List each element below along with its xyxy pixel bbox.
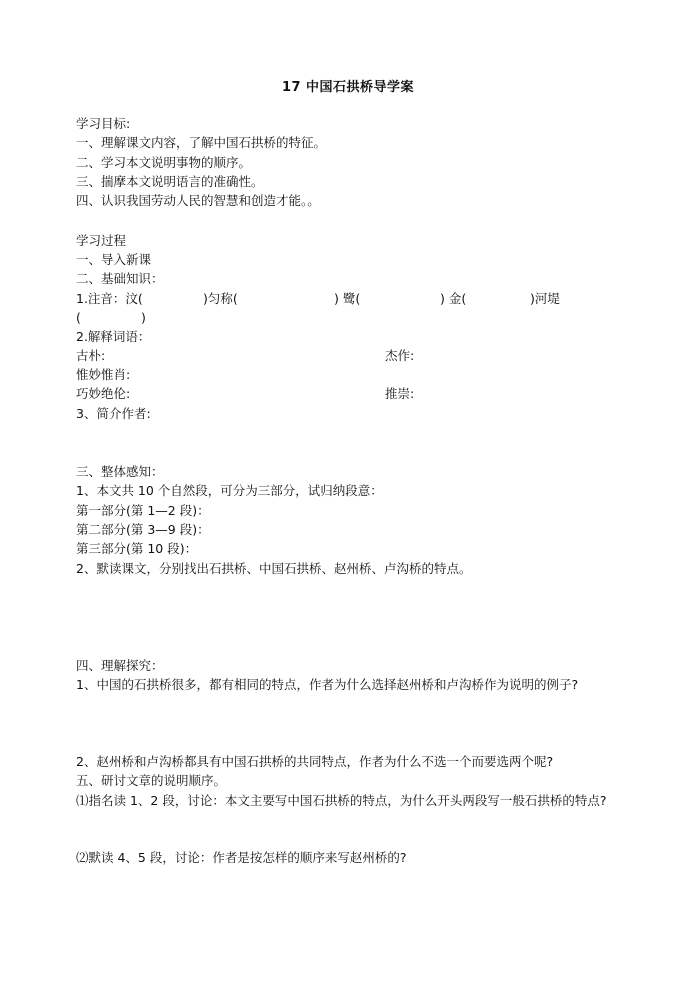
phonetic-part-4: ) 金( (440, 291, 467, 306)
phonetic-part-3: ) 鹭( (334, 291, 361, 306)
vocab-qiaomiaojuelun: 巧妙绝伦: (76, 386, 131, 401)
goal-item-4: 四、认识我国劳动人民的智慧和创造才能。。 (76, 193, 320, 208)
phonetic-part-5: )河堤 (530, 291, 560, 306)
phonetic-line2-close: ) (141, 310, 146, 325)
goal-item-3: 三、揣摩本文说明语言的准确性。 (76, 174, 264, 189)
author-intro: 3、简介作者: (76, 406, 151, 421)
overall-q1: 1、本文共 10 个自然段，可分为三部分，试归纳段意： (76, 483, 383, 498)
explore-q2: 2、赵州桥和卢沟桥都具有中国石拱桥的共同特点，作者为什么不选一个而要选两个呢? (76, 754, 554, 769)
overall-part-3: 第三部分(第 10 段)： (76, 541, 198, 556)
vocab-gupu: 古朴: (76, 348, 106, 363)
vocab-jiezuo: 杰作: (385, 348, 415, 363)
process-heading: 学习过程 (76, 233, 127, 248)
document-title: 17 中国石拱桥导学案 (281, 80, 415, 95)
goal-item-1: 一、理解课文内容，了解中国石拱桥的特征。 (76, 135, 327, 150)
phonetic-part-2: )匀称( (203, 291, 238, 306)
overall-q2: 2、默读课文，分别找出石拱桥、中国石拱桥、赵州桥、卢沟桥的特点。 (76, 561, 472, 576)
overall-part-2: 第二部分(第 3—9 段)： (76, 522, 210, 537)
phonetic-line2-open: ( (76, 310, 81, 325)
order-q2: ⑵默读 4、5 段，讨论：作者是按怎样的顺序来写赵州桥的? (76, 850, 407, 865)
vocab-tuichong: 推崇: (385, 386, 415, 401)
vocab-weimiaoweixiao: 惟妙惟肖: (76, 367, 131, 382)
order-heading: 五、研讨文章的说明顺序。 (76, 773, 227, 788)
overall-heading: 三、整体感知： (76, 464, 164, 479)
explore-heading: 四、理解探究： (76, 658, 164, 673)
vocab-heading: 2.解释词语： (76, 329, 151, 344)
goals-heading: 学习目标: (76, 116, 131, 131)
order-q1: ⑴指名读 1、2 段，讨论：本文主要写中国石拱桥的特点，为什么开头两段写一般石拱桥的特点? (76, 793, 607, 808)
section-basics: 二、基础知识： (76, 271, 164, 286)
goal-item-2: 二、学习本文说明事物的顺序。 (76, 155, 252, 170)
overall-part-1: 第一部分(第 1—2 段)： (76, 503, 210, 518)
explore-q1: 1、中国的石拱桥很多，都有相同的特点，作者为什么选择赵州桥和卢沟桥作为说明的例子? (76, 677, 579, 692)
phonetic-part-1: 1.注音：汶( (76, 291, 143, 306)
section-intro: 一、导入新课 (76, 252, 152, 267)
